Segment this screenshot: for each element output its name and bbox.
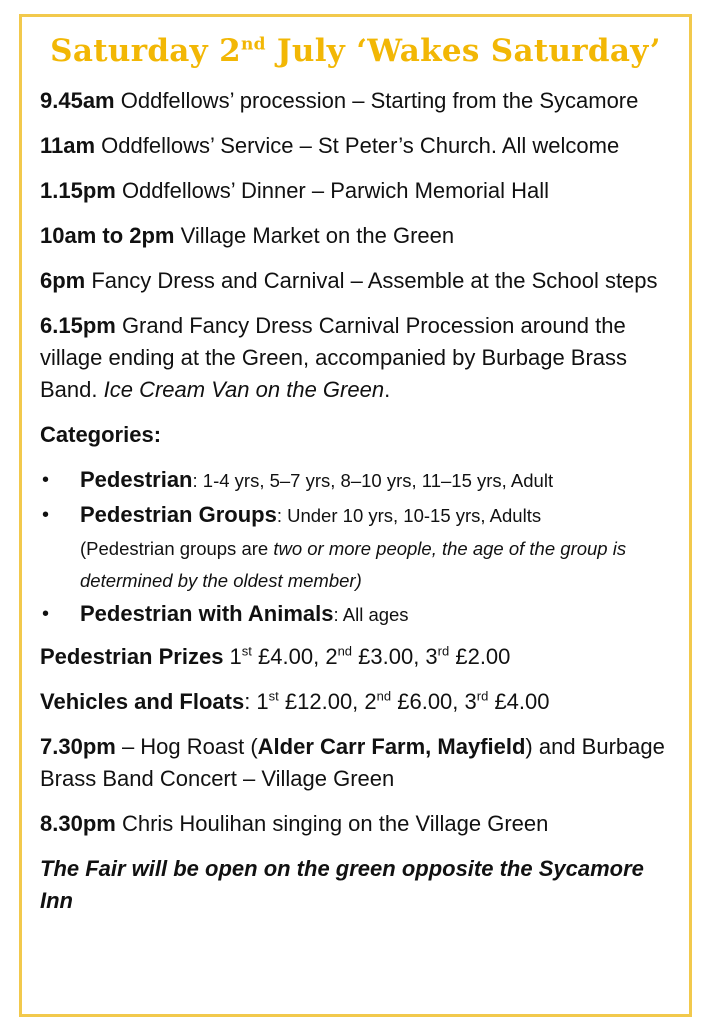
event-time: 9.45am — [40, 88, 115, 113]
title-prefix: Saturday 2 — [50, 33, 241, 69]
event-time: 7.30pm — [40, 734, 116, 759]
prize-label: Pedestrian Prizes — [40, 644, 224, 669]
event-text: Chris Houlihan singing on the Village Green — [115, 811, 549, 836]
event-text: Oddfellows’ procession – Starting from the Sycamore — [114, 88, 639, 113]
category-item — [40, 499, 675, 596]
category-item — [40, 598, 675, 631]
ordinal-sup: nd — [376, 688, 392, 704]
ordinal-sup: rd — [437, 643, 450, 659]
ordinal-sup: nd — [337, 643, 353, 659]
ordinal-sup: rd — [476, 688, 489, 704]
prize-label: Vehicles and Floats — [40, 689, 245, 714]
bullet-icon: • — [42, 469, 50, 491]
event-time: 6pm — [40, 268, 86, 293]
title-sup: nd — [240, 34, 266, 55]
bullet-icon: • — [42, 603, 50, 625]
bullet-icon: • — [42, 504, 50, 526]
ordinal-sup: st — [241, 643, 252, 659]
programme-content — [40, 85, 675, 930]
event-italic-note: Ice Cream Van on the Green — [103, 377, 385, 402]
categories-heading: Categories: — [40, 422, 162, 447]
event-text: Oddfellows’ Service – St Peter’s Church. All welcome — [95, 133, 620, 158]
event-text: ) and Burbage Brass Band Concert – Village Green — [40, 734, 665, 791]
ordinal-sup: st — [268, 688, 279, 704]
venue-name: Alder Carr Farm, Mayfield — [257, 734, 526, 759]
event-hog-roast — [40, 731, 675, 795]
prize-text: 1 — [223, 644, 242, 669]
prize-text: £12.00, 2 — [278, 689, 377, 714]
category-label: Pedestrian with Animals — [80, 601, 334, 626]
event-text: Oddfellows’ Dinner – Parwich Memorial Hall — [115, 178, 550, 203]
event-text: – Hog Roast ( — [115, 734, 258, 759]
event-fancy-dress — [40, 265, 675, 297]
page-title — [22, 33, 689, 69]
event-dinner — [40, 175, 675, 207]
event-time: 1.15pm — [40, 178, 116, 203]
category-item — [40, 464, 675, 497]
category-text: : All ages — [333, 604, 409, 625]
prize-text: £3.00, 3 — [352, 644, 438, 669]
event-time: 8.30pm — [40, 811, 116, 836]
category-label: Pedestrian — [80, 467, 193, 492]
event-time: 6.15pm — [40, 313, 116, 338]
categories-list — [40, 464, 675, 631]
programme-frame — [19, 14, 692, 1017]
category-text: : Under 10 yrs, 10-15 yrs, Adults — [276, 505, 542, 526]
prize-text: £6.00, 3 — [391, 689, 477, 714]
prize-text: £4.00 — [488, 689, 550, 714]
event-time: 11am — [40, 133, 96, 158]
pedestrian-prizes — [40, 641, 675, 673]
event-end: . — [384, 377, 391, 402]
prize-text: : 1 — [244, 689, 269, 714]
prize-text: £4.00, 2 — [251, 644, 338, 669]
fair-footer: The Fair will be open on the green opposite the Sycamore Inn — [40, 856, 644, 913]
event-service — [40, 130, 675, 162]
event-text: Grand Fancy Dress Carnival Procession around the village ending at the Green, accompanied by Burbage Brass Band. — [40, 313, 628, 402]
event-carnival-procession — [40, 310, 675, 406]
event-market — [40, 220, 675, 252]
category-note: (Pedestrian groups are — [80, 538, 274, 559]
event-procession — [40, 85, 675, 117]
prize-text: £2.00 — [449, 644, 511, 669]
event-time: 10am to 2pm — [40, 223, 175, 248]
category-note-italic: two or more people, the age of the group is determined by the oldest member) — [80, 538, 627, 591]
event-text: Fancy Dress and Carnival – Assemble at the School steps — [85, 268, 658, 293]
category-label: Pedestrian Groups — [80, 502, 277, 527]
vehicle-prizes — [40, 686, 675, 718]
event-singer — [40, 808, 675, 840]
title-suffix: July ‘Wakes Saturday’ — [265, 33, 661, 69]
event-text: Village Market on the Green — [174, 223, 455, 248]
category-text: : 1-4 yrs, 5–7 yrs, 8–10 yrs, 11–15 yrs, Adult — [192, 470, 554, 491]
